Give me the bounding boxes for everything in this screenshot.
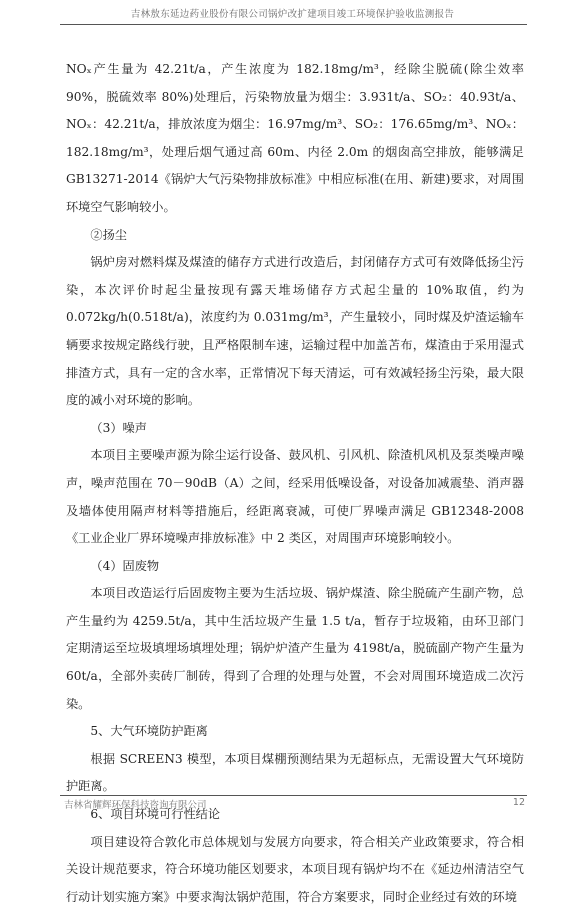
footer-divider [60, 795, 527, 796]
paragraph-dust: 锅炉房对燃料煤及煤渣的储存方式进行改造后，封闭储存方式可有效降低扬尘污染，本次评价时起尘量按现有露天堆场储存方式起尘量的 10%取值，约为 0.072kg/h(0.518t/a)，浓度约为 0.031mg/m³，产生量较小，同时煤及炉渣运输车辆要求按规定路线行驶，且严格限制车速，运输过程中加盖苫布，煤渣由于采用湿式排渣方式，具有一定的含水率，正常情况下每天清运，可有效减轻扬尘污染，最大限度的减小对环境的影响。 [66, 255, 524, 408]
paragraph-emissions: NOₓ产生量为 42.21t/a，产生浓度为 182.18mg/m³，经除尘脱硫(除尘效率 90%，脱硫效率 80%)处理后，污染物放量为烟尘：3.931t/a、SO₂：40.93t/a、NOₓ：42.21t/a，排放浓度为烟尘：16.97mg/m³、SO₂：176.65mg/m³、NOₓ：182.18mg/m³，处理后烟气通过高 60m、内径 2.0m 的烟囱高空排放，能够满足 GB13271-2014《锅炉大气污染物排放标准》中相应标准(在用、新建)要求，对周围环境空气影响较小。 [66, 62, 524, 214]
heading-protection-distance: 5、大气环境防护距离 [90, 724, 208, 739]
heading-solid-waste: （4）固废物 [90, 558, 160, 573]
heading-noise: （3）噪声 [90, 420, 147, 435]
paragraph-protection-distance: 根据 SCREEN3 模型，本项目煤棚预测结果为无超标点，无需设置大气环境防护距离。 [66, 751, 524, 794]
paragraph-feasibility: 项目建设符合敦化市总体规划与发展方向要求，符合相关产业政策要求，符合相关设计规范要求，符合环境功能区划要求，本项目现有锅炉均不在《延边州清洁空气行动计划实施方案》中要求淘汰锅炉范围，符合方案要求，同时企业经过有效的环境 [66, 834, 524, 904]
page-header: 吉林敖东延边药业股份有限公司锅炉改扩建项目竣工环境保护验收监测报告 [130, 9, 455, 20]
header-divider [60, 24, 527, 25]
footer-company: 吉林省耀辉环保科技咨询有限公司 [64, 800, 207, 811]
document-body [66, 56, 524, 911]
heading-dust: ②扬尘 [90, 227, 127, 242]
paragraph-solid-waste: 本项目改造运行后固废物主要为生活垃圾、锅炉煤渣、除尘脱硫产生副产物，总产生量约为 4259.5t/a，其中生活垃圾产生量 1.5 t/a，暂存于垃圾箱，由环卫部门定期清运至垃圾填埋场填埋处理；锅炉炉渣产生量为 4198t/a，脱硫副产物产生量为 60t/a，全部外卖砖厂制砖，得到了合理的处理与处置，不会对周围环境造成二次污染。 [66, 586, 524, 711]
paragraph-noise: 本项目主要噪声源为除尘运行设备、鼓风机、引风机、除渣机风机及泵类噪声噪声，噪声范围在 70－90dB（A）之间，经采用低噪设备，对设备加减震垫、消声器及墙体使用隔声材料等措施后，经距离衰减，可使厂界噪声满足 GB12348-2008《工业企业厂界环境噪声排放标准》中 2 类区，对周围声环境影响较小。 [66, 448, 524, 546]
page-number: 12 [512, 797, 525, 808]
heading-feasibility: 6、项目环境可行性结论 [90, 807, 221, 822]
